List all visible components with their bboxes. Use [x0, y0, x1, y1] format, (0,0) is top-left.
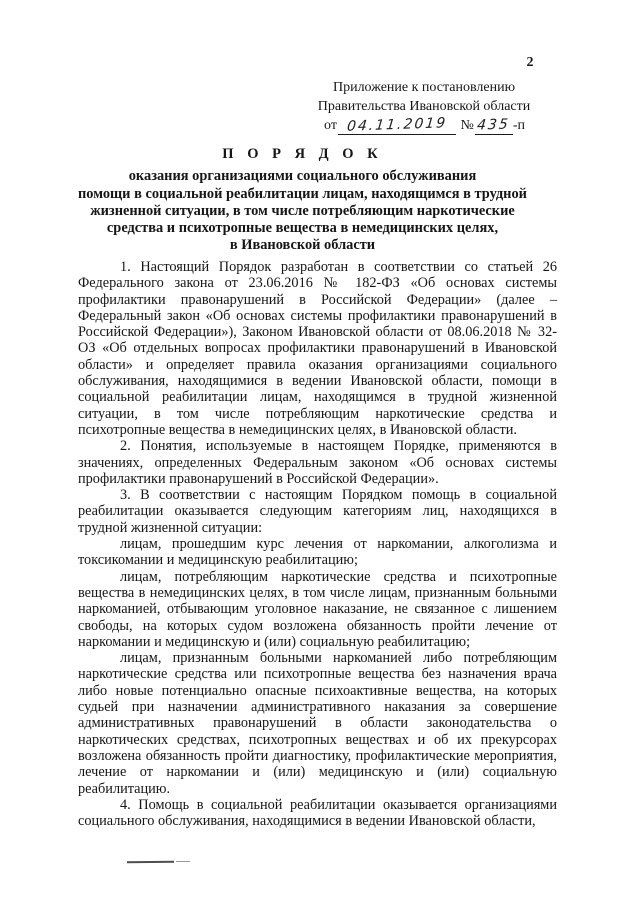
title-subtitle-line: помощи в социальной реабилитации лицам, находящимся в трудной [78, 185, 527, 202]
title-subtitle-line: в Ивановской области [229, 237, 376, 254]
title-subtitle-line: средства и психотропные вещества в немедицинских целях, [106, 220, 499, 237]
handwritten-number-value: 435 [476, 116, 512, 134]
annex-number-sign: № [460, 118, 474, 133]
annex-number-suffix: -п [512, 118, 525, 133]
paragraph-1: 1. Настоящий Порядок разработан в соответствии со статьей 26 Федерального закона от 23.06.2016 № 182-ФЗ «Об основах системы профилактики правонарушений в Российской Федерации» (далее – Федеральный закон «Об основах системы профилактики правонарушений в Российской Федерации»), Законом Ивановской области от 08.06.2018 № 32-ОЗ «Об отдельных вопросах профилактики правонарушений в Ивановской области» и определяет правила оказания организациями социального обслуживания, находящимися в ведении Ивановской области, помощи в социальной реабилитации лицам, находящимся в трудной жизненной ситуации, в том числе потребляющим наркотические средства и психотропные вещества в немедицинских целях, в Ивановской области. [78, 259, 557, 438]
annex-date-blank [338, 117, 456, 135]
title-heading: П О Р Я Д О К [222, 146, 383, 162]
handwritten-date-value: 04.11.2019 [346, 115, 448, 135]
annex-block [306, 79, 542, 136]
paragraph-3-item-3: лицам, признанным больными наркоманией либо потребляющим наркотические средства или психотропные вещества без назначения врача либо новые потенциально опасные психоактивные вещества, на которых судьей при назначении административного наказания за совершение административных правонарушений в области законодательства о наркотических средствах, психотропных веществах и об их прекурсорах возложена обязанность пройти диагностику, профилактические мероприятия, лечение от наркомании и (или) медицинскую и (или) социальную реабилитацию. [78, 650, 557, 797]
document-body [78, 259, 557, 829]
paragraph-3-item-1: лицам, прошедшим курс лечения от наркомании, алкоголизма и токсикомании и медицинскую реабилитацию; [78, 536, 557, 569]
page-number: 2 [526, 55, 534, 70]
paragraph-4: 4. Помощь в социальной реабилитации оказывается организациями социального обслуживания, находящимися в ведении Ивановской области, [78, 796, 557, 830]
title-subtitle-line: жизненной ситуации, в том числе потребляющим наркотические [90, 202, 515, 219]
paragraph-3: 3. В соответствии с настоящим Порядком помощь в социальной реабилитации оказывается следующим категориям лиц, находящихся в трудной жизненной ситуации: [78, 487, 557, 536]
annex-reference-line [306, 117, 542, 136]
paragraph-3-item-2: лицам, потребляющим наркотические средства и психотропные вещества в немедицинских целях, в том числе лицам, признанным больными наркоманией, отбывающим уголовное наказание, не связанное с лишением свободы, на которых судом возложена обязанность пройти лечение от наркомании и медицинскую и (или) социальную реабилитацию; [78, 568, 557, 650]
scan-artifact-dot [176, 861, 190, 862]
annex-line-1: Приложение к постановлению [332, 80, 516, 95]
annex-from-label: от [324, 118, 337, 133]
document-title-block [55, 146, 550, 255]
scan-artifact-line [127, 861, 174, 863]
paragraph-2: 2. Понятия, используемые в настоящем Порядке, применяются в значениях, определенных Федеральным законом «Об основах системы профилактики правонарушений в Российской Федерации». [78, 438, 557, 487]
title-subtitle-line: оказания организациями социального обслуживания [128, 168, 477, 185]
annex-number-blank [475, 117, 513, 135]
annex-line-2: Правительства Ивановской области [317, 98, 531, 114]
